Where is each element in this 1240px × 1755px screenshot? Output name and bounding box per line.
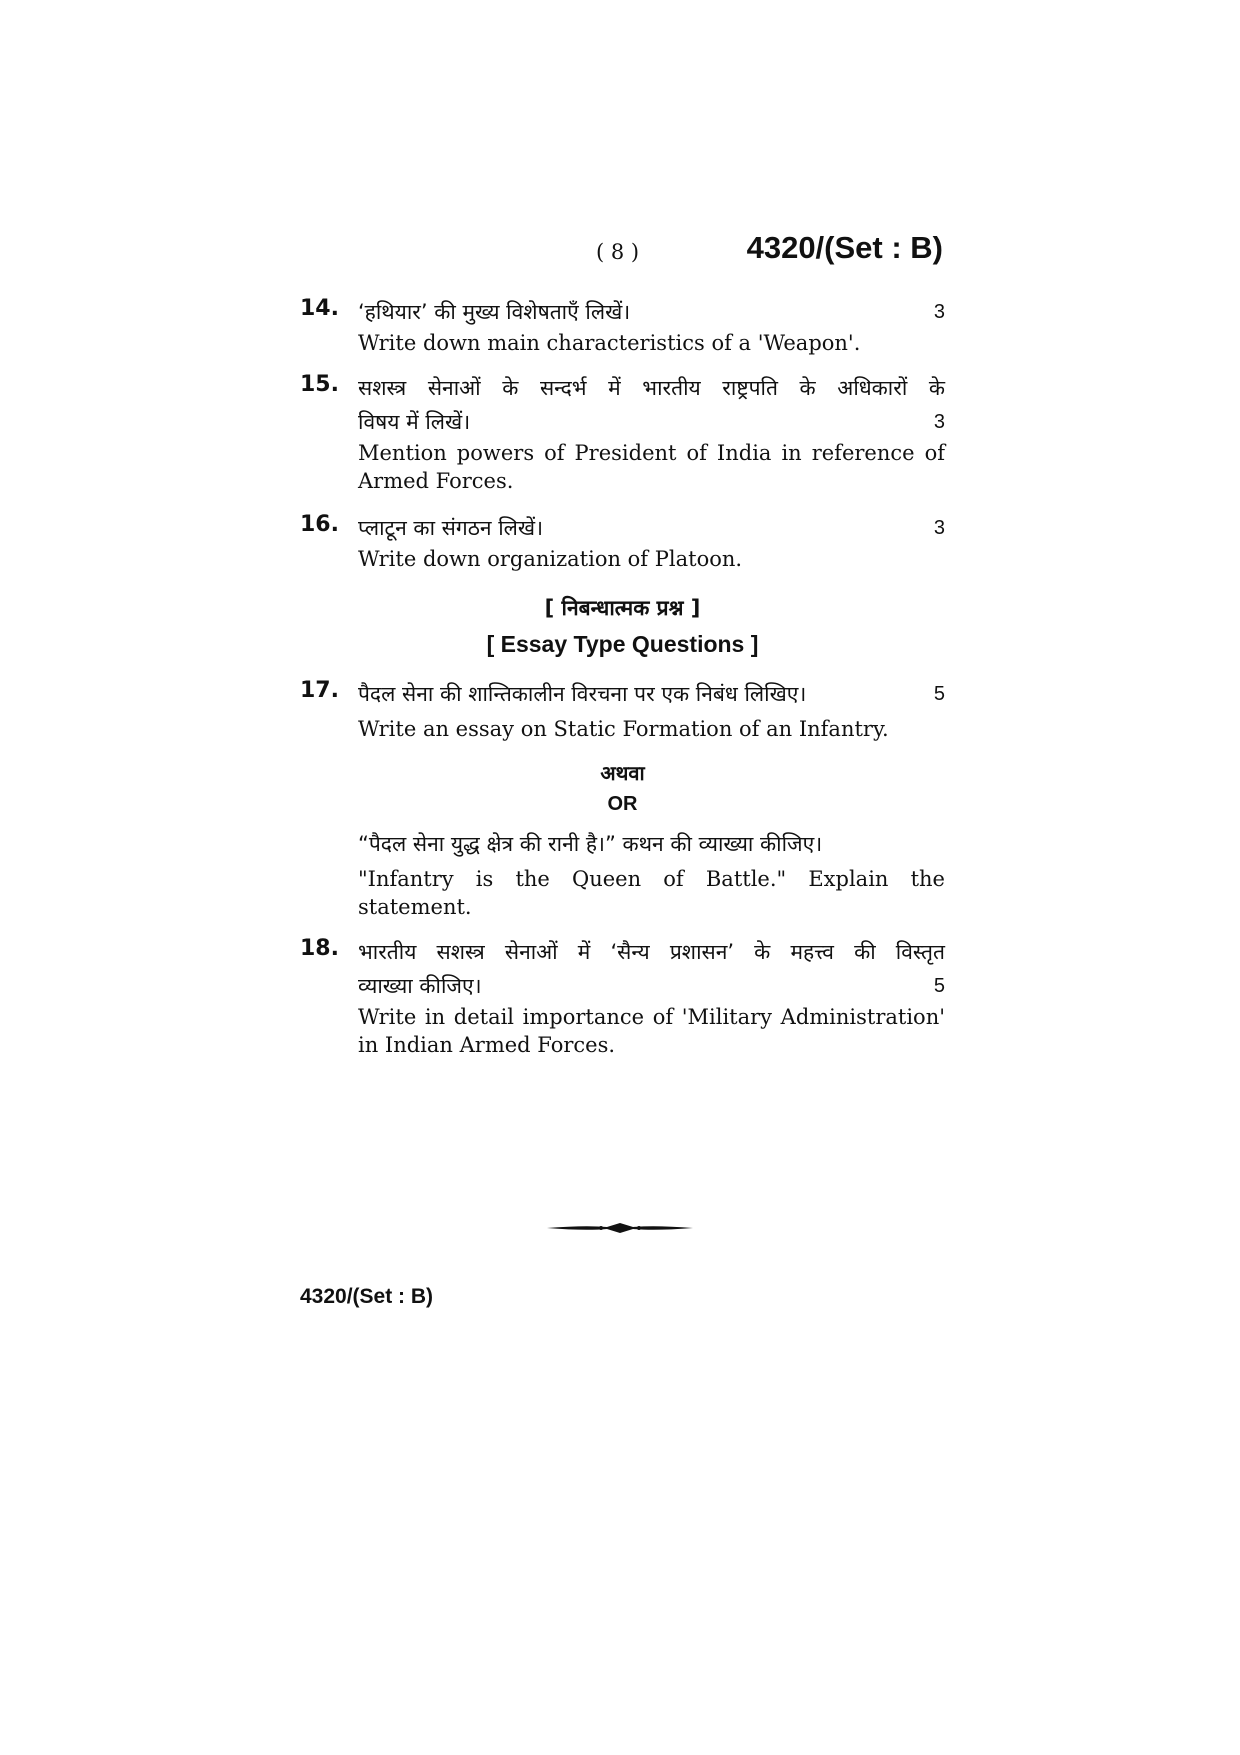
question-number: 14. xyxy=(300,296,339,321)
question-16 xyxy=(300,511,945,573)
question-18 xyxy=(300,935,945,1059)
question-17 xyxy=(300,677,945,921)
header-set-code: 4320/(Set : B) xyxy=(746,230,943,265)
question-16-hindi: प्लाटून का संगठन लिखें। xyxy=(358,516,544,540)
questions-content xyxy=(300,295,945,1059)
section-heading-hindi: [ निबन्धात्मक प्रश्न ] xyxy=(544,596,701,620)
footer-set-code: 4320/(Set : B) xyxy=(300,1285,434,1308)
question-14-marks: 3 xyxy=(933,301,945,323)
question-17-hindi: पैदल सेना की शान्तिकालीन विरचना पर एक निबंध लिखिए। xyxy=(358,682,807,706)
question-15-hindi-line2: विषय में लिखें। xyxy=(358,410,471,434)
or-english: OR xyxy=(607,793,638,815)
question-18-marks: 5 xyxy=(933,975,945,997)
question-16-marks: 3 xyxy=(933,517,945,539)
end-ornament-icon xyxy=(545,1222,695,1234)
question-14 xyxy=(300,295,945,357)
question-14-hindi: ‘हथियार’ की मुख्य विशेषताएँ लिखें। xyxy=(358,300,631,324)
question-number: 18. xyxy=(300,936,339,961)
question-17-alt-english: "Infantry is the Queen of Battle." Explain the statement. xyxy=(358,867,945,919)
question-18-hindi-line2: व्याख्या कीजिए। xyxy=(358,974,482,998)
question-number: 16. xyxy=(300,512,339,537)
question-number: 15. xyxy=(300,372,339,397)
or-hindi: अथवा xyxy=(600,761,645,785)
question-number: 17. xyxy=(300,678,339,703)
question-17-marks: 5 xyxy=(933,683,945,705)
question-15-english: Mention powers of President of India in reference of Armed Forces. xyxy=(358,441,945,493)
question-15-hindi-line1: सशस्त्र सेनाओं के सन्दर्भ में भारतीय राष्ट्रपति के अधिकारों के xyxy=(358,376,945,400)
question-18-hindi-line1: भारतीय सशस्त्र सेनाओं में ‘सैन्य प्रशासन’ के महत्त्व की विस्तृत xyxy=(358,940,945,964)
question-16-english: Write down organization of Platoon. xyxy=(358,547,743,571)
question-15-hindi-row xyxy=(358,405,945,439)
page-number: ( 8 ) xyxy=(596,240,640,264)
question-15 xyxy=(300,371,945,495)
question-14-english: Write down main characteristics of a 'Weapon'. xyxy=(358,331,861,355)
section-heading-english: [ Essay Type Questions ] xyxy=(486,631,759,657)
question-15-marks: 3 xyxy=(933,411,945,433)
question-16-hindi-row xyxy=(358,511,945,545)
question-17-alt-hindi: “पैदल सेना युद्ध क्षेत्र की रानी है।” कथन की व्याख्या कीजिए। xyxy=(358,832,823,856)
question-17-english: Write an essay on Static Formation of an Infantry. xyxy=(358,717,889,741)
question-17-hindi-row xyxy=(358,677,945,711)
question-14-hindi-row xyxy=(358,295,945,329)
question-18-hindi-row xyxy=(358,969,945,1003)
question-18-english: Write in detail importance of 'Military Administration' in Indian Armed Forces. xyxy=(358,1005,945,1057)
